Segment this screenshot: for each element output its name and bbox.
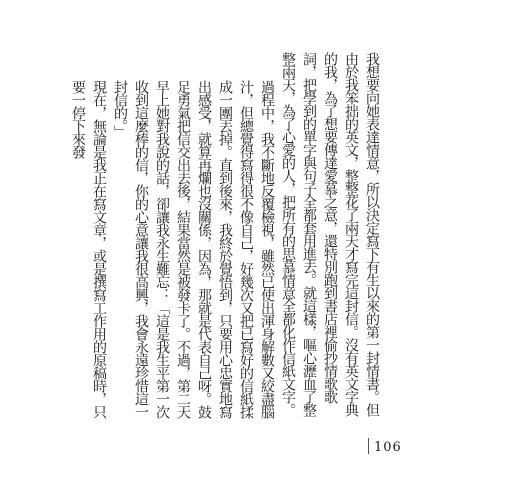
vertical-text-block xyxy=(25,52,424,424)
page-number-divider xyxy=(368,438,369,454)
paragraph-2: 過程中，我不斷地反覆檢視，雖然已使出渾身解數又絞盡腦汁，但總覺得寫得很不像自己，好幾次又把已寫好的信紙揉成一團丟掉。直到後來，我終於覺悟到，只要用心忠實地寫出感受，就算再爛也沒關係，因為，那就是代表自己呀。鼓足勇氣把信交出去後，結果當然是被發卡了。不過，第二天早上她對我說的話，卻讓我永生難忘：「這是我生平第一次收到這麼棒的信，你的心意讓我很高興，我會永遠珍惜這一封信的。」 xyxy=(112,80,275,418)
paragraph-1: 我想要向她表達情意，所以決定寫下有生以來的第一封情書。但由於我笨拙的英文，整整花了兩天才寫完這封信。沒有英文字典的我，為了想要傳達愛慕之意，還特別跑到書店裡偷抄情歌歌詞，把學到的單字與句子全都套用進去。就這樣，嘔心瀝血了整整兩天，為了心愛的人，把所有的思慕情意全都化作信紙文字。 xyxy=(280,52,380,416)
page-number: 106 xyxy=(374,440,402,455)
paragraph-3: 現在，無論是我正在寫文章，或是撰寫工作用的原稿時，只要一停下來發 xyxy=(70,80,107,418)
